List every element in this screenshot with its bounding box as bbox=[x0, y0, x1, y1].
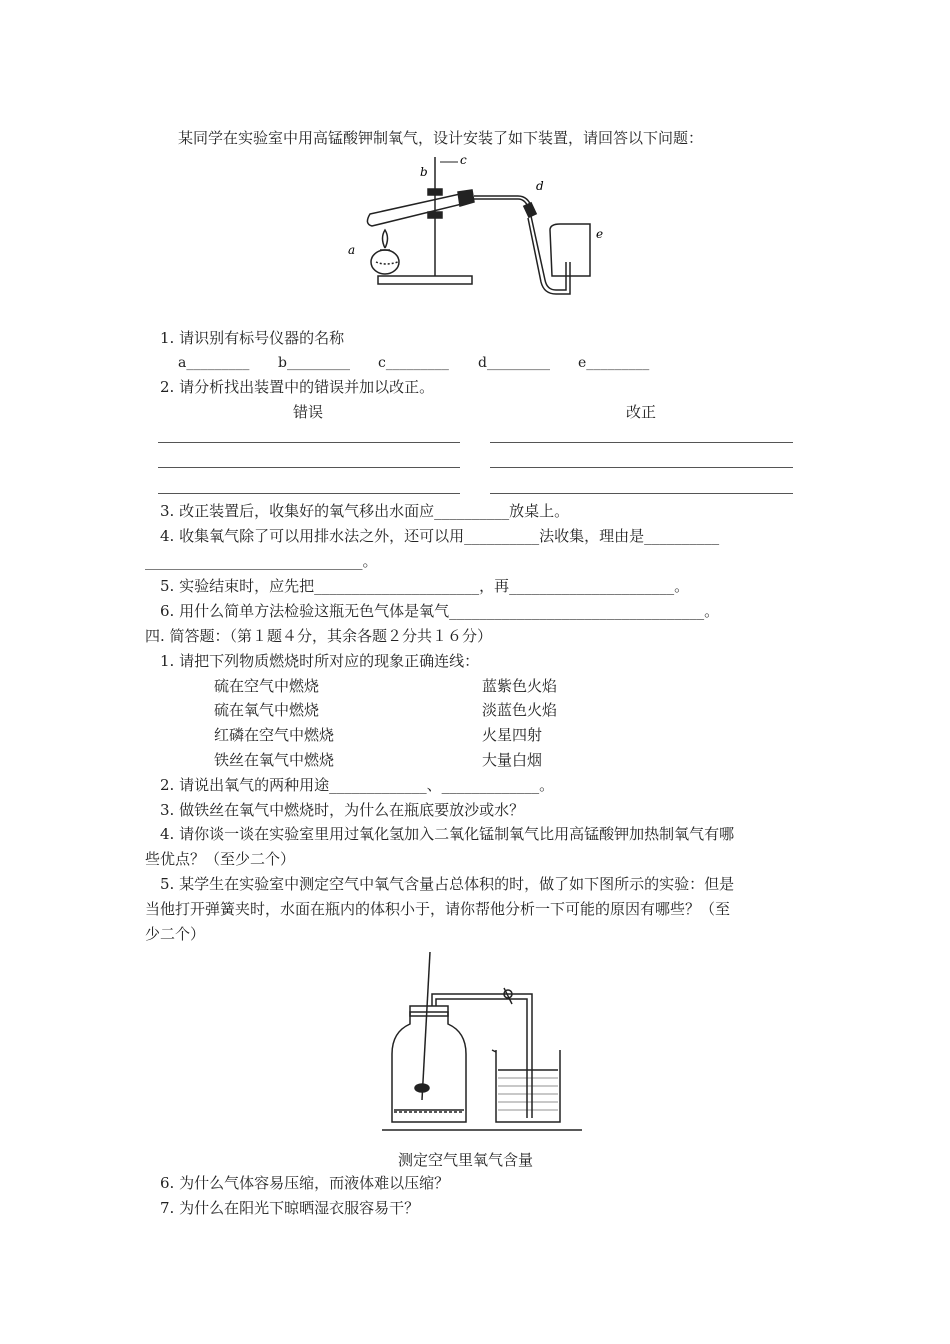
q3-text: 3. 改正装置后，收集好的氧气移出水面应__________放桌上。 bbox=[160, 502, 570, 520]
label-d: d bbox=[536, 179, 544, 193]
answer-line bbox=[490, 467, 793, 468]
s1-left-item: 铁丝在氧气中燃烧 bbox=[214, 751, 335, 769]
s4-text-2: 些优点？（至少二个） bbox=[145, 850, 296, 868]
s7-text: 7. 为什么在阳光下晾晒湿衣服容易干？ bbox=[160, 1199, 420, 1217]
q1-blank-a: a_________ bbox=[178, 355, 250, 371]
s4-text-1: 4. 请你谈一谈在实验室里用过氧化氢加入二氧化锰制氧气比用高锰酸钾加热制氧气有哪 bbox=[160, 825, 735, 843]
label-c: c bbox=[460, 153, 467, 167]
s5-text-2: 当他打开弹簧夹时，水面在瓶内的体积小于，请你帮他分析一下可能的原因有哪些？（至 bbox=[145, 900, 731, 918]
label-b: b bbox=[420, 165, 428, 179]
s1-left-item: 红磷在空气中燃烧 bbox=[214, 726, 335, 744]
answer-line bbox=[490, 442, 793, 443]
s2-text: 2. 请说出氧气的两种用途_____________、_____________。 bbox=[160, 776, 555, 794]
q4-text-2: _____________________________。 bbox=[145, 552, 378, 570]
oxygen-content-figure bbox=[382, 950, 582, 1140]
q4-text-1: 4. 收集氧气除了可以用排水法之外，还可以用__________法收集，理由是__________ bbox=[160, 527, 720, 545]
s1-title: 1. 请把下列物质燃烧时所对应的现象正确连线： bbox=[160, 652, 480, 670]
s5-text-1: 5. 某学生在实验室中测定空气中氧气含量占总体积的时，做了如下图所示的实验：但是 bbox=[160, 875, 735, 893]
s6-text: 6. 为什么气体容易压缩，而液体难以压缩？ bbox=[160, 1174, 450, 1192]
q1-blank-d: d_________ bbox=[478, 355, 550, 371]
q6-text: 6. 用什么简单方法检验这瓶无色气体是氧气__________________________________。 bbox=[160, 602, 720, 620]
s1-left-item: 硫在空气中燃烧 bbox=[214, 677, 320, 695]
s1-right-item: 蓝紫色火焰 bbox=[482, 677, 558, 695]
q1-blank-b: b_________ bbox=[278, 355, 350, 371]
label-e: e bbox=[596, 227, 604, 241]
q2-error-header: 错误 bbox=[293, 403, 324, 421]
q1-title: 1. 请识别有标号仪器的名称 bbox=[160, 329, 345, 347]
q2-title: 2. 请分析找出装置中的错误并加以改正。 bbox=[160, 378, 435, 396]
intro-text: 某同学在实验室中用高锰酸钾制氧气，设计安装了如下装置，请回答以下问题： bbox=[178, 129, 704, 147]
s1-right-item: 大量白烟 bbox=[482, 751, 543, 769]
s3-text: 3. 做铁丝在氧气中燃烧时，为什么在瓶底要放沙或水？ bbox=[160, 801, 525, 819]
s5-text-3: 少二个） bbox=[145, 925, 206, 943]
answer-line bbox=[490, 493, 793, 494]
q5-text: 5. 实验结束时，应先把______________________，再______________________。 bbox=[160, 577, 690, 595]
label-a: a bbox=[348, 243, 356, 257]
q1-blank-c: c_________ bbox=[378, 355, 449, 371]
answer-line bbox=[158, 467, 460, 468]
q1-blank-e: e_________ bbox=[578, 355, 650, 371]
s1-left-item: 硫在氧气中燃烧 bbox=[214, 701, 320, 719]
s1-right-item: 火星四射 bbox=[482, 726, 543, 744]
s1-right-item: 淡蓝色火焰 bbox=[482, 701, 558, 719]
q2-fix-header: 改正 bbox=[626, 403, 657, 421]
apparatus-figure bbox=[340, 152, 620, 302]
answer-line bbox=[158, 442, 460, 443]
answer-line bbox=[158, 493, 460, 494]
figure-caption: 测定空气里氧气含量 bbox=[398, 1151, 534, 1169]
section-four-heading: 四. 简答题：（第１题４分，其余各题２分共１６分） bbox=[145, 627, 493, 645]
